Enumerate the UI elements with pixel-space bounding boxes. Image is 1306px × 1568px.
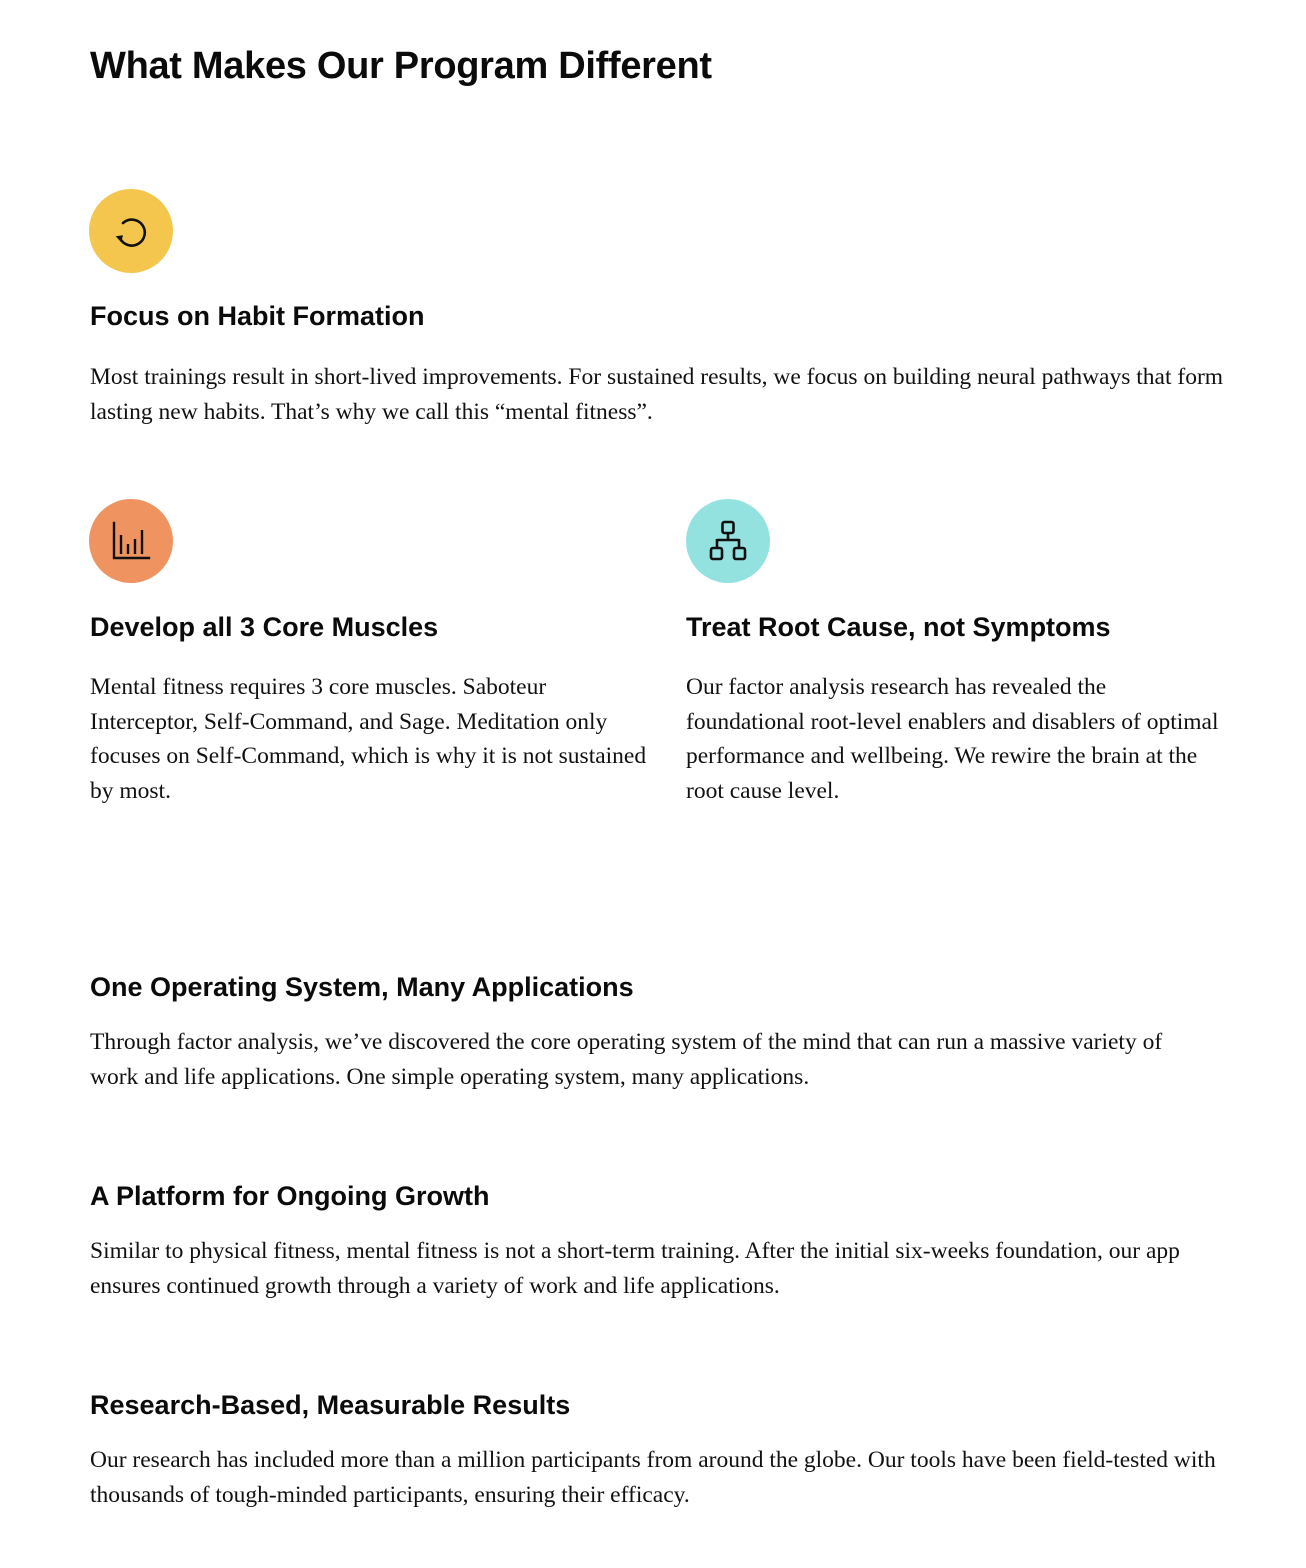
feature-description: Through factor analysis, we’ve discovered the core operating system of the mind that can run a massive variety of work and life applications. One simple operating system, many applications.	[90, 1029, 1163, 1090]
bar-chart-icon	[111, 521, 151, 561]
feature-title: Research-Based, Measurable Results	[90, 1390, 571, 1420]
hierarchy-icon	[708, 520, 748, 562]
feature-description: Our factor analysis research has revealed the foundational root-level enablers and disablers of optimal performance and wellbeing. We rewire the brain at the root cause level.	[686, 674, 1219, 804]
page-title: What Makes Our Program Different	[90, 45, 712, 87]
root-icon-badge	[686, 499, 770, 583]
feature-title: Treat Root Cause, not Symptoms	[686, 612, 1111, 642]
feature-description: Similar to physical fitness, mental fitness is not a short-term training. After the initial six-weeks foundation, our app ensures continued growth through a variety of work and life applications.	[90, 1238, 1180, 1299]
feature-title: One Operating System, Many Applications	[90, 972, 634, 1002]
feature-title: A Platform for Ongoing Growth	[90, 1181, 490, 1211]
refresh-icon	[111, 211, 151, 251]
habit-icon-badge	[89, 189, 173, 273]
feature-description: Our research has included more than a million participants from around the globe. Our tools have been field-tested with thousands of tough-minded participants, ensuring their efficacy.	[90, 1447, 1216, 1508]
feature-title: Focus on Habit Formation	[90, 301, 425, 331]
feature-title: Develop all 3 Core Muscles	[90, 612, 439, 642]
feature-description: Most trainings result in short-lived improvements. For sustained results, we focus on building neural pathways that form lasting new habits. That’s why we call this “mental fitness”.	[90, 364, 1224, 425]
feature-description: Mental fitness requires 3 core muscles. Saboteur Interceptor, Self-Command, and Sage. Meditation only focuses on Self-Command, which is why it is not sustained by most.	[90, 674, 647, 804]
muscles-icon-badge	[89, 499, 173, 583]
